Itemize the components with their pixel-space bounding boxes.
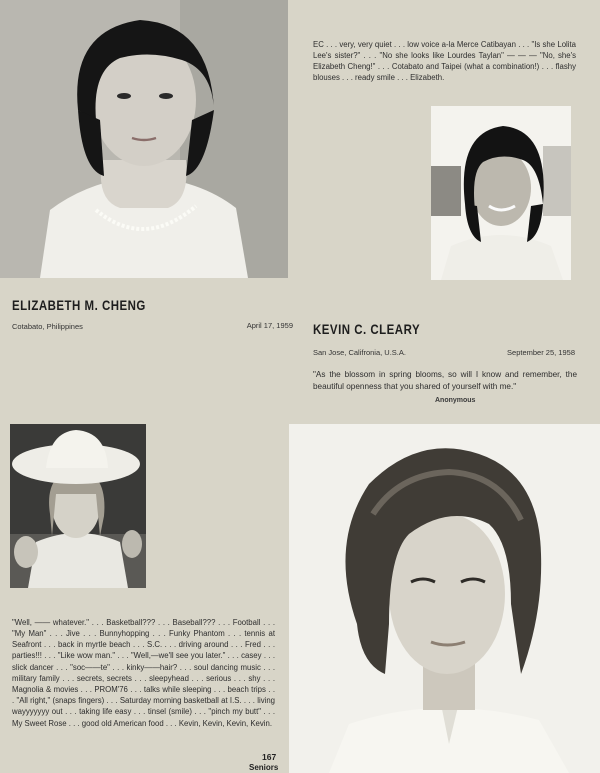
student-birthdate: September 25, 1958	[507, 348, 575, 357]
quote-attribution: Anonymous	[435, 397, 476, 404]
student-quote: "As the blossom in spring blooms, so will I know and remember, the beautiful openness that you shared of yourself with me."	[313, 370, 577, 391]
student-name: ELIZABETH M. CHENG	[12, 297, 146, 313]
student-birthdate: April 17, 1959	[246, 321, 293, 330]
elizabeth-cheng-candid-photo	[431, 106, 571, 280]
section-label: Seniors	[249, 763, 279, 772]
student-name: KEVIN C. CLEARY	[313, 321, 421, 337]
kevin-cleary-candid-photo	[10, 424, 146, 588]
kevin-cleary-portrait-photo	[289, 424, 600, 773]
page-number: 167	[262, 752, 277, 762]
student-hometown: Cotabato, Philippines	[12, 322, 83, 331]
student-hometown: San Jose, Califronia, U.S.A.	[313, 348, 406, 357]
student-writeup: "Well, —— whatever." . . . Basketball??? . . . Baseball??? . . . Football . . . "My Man" . . . Jive . . . Bunnyhopping . . . Funky Phantom . . . tennis at Seafront . . . back in myrtle beach . . . S.C. . . . driving around . . . Fred . . . parties!!! . . . "Like wow man." . . . "Well,—we'll see you later." . . . casey . . . slick dancer . . . "soc——te" . . . kinky——hair? . . . soul dancing music . . . military family . . . secrets, secrets . . . sleepyhead . . . serious . . . shy . . . Magnolia & movies . . . PROM'76 . . . talks while sleeping . . . beach trips . . . "All right," (snaps fingers) . . . Saturday morning basketball at I.S. . . . living wayyyyyyy out . . . taking life easy . . . tinsel (smile) . . . "pinch my butt" . . . My Sweet Rose . . . good old American food . . . Kevin, Kevin, Kevin, Kevin.	[12, 617, 275, 728]
student-writeup: EC . . . very, very quiet . . . low voice a-la Merce Catibayan . . . "Is she Lolita Lee's sister?" . . . "No she looks like Lourdes Taylan" — — — "No, she's Elizabeth Cheng!" . . . Cotabato and Taipei (what a combination!) . . . flashy blouses . . . ready smile . . . Elizabeth.	[313, 39, 576, 83]
elizabeth-cheng-portrait-photo	[0, 0, 288, 278]
